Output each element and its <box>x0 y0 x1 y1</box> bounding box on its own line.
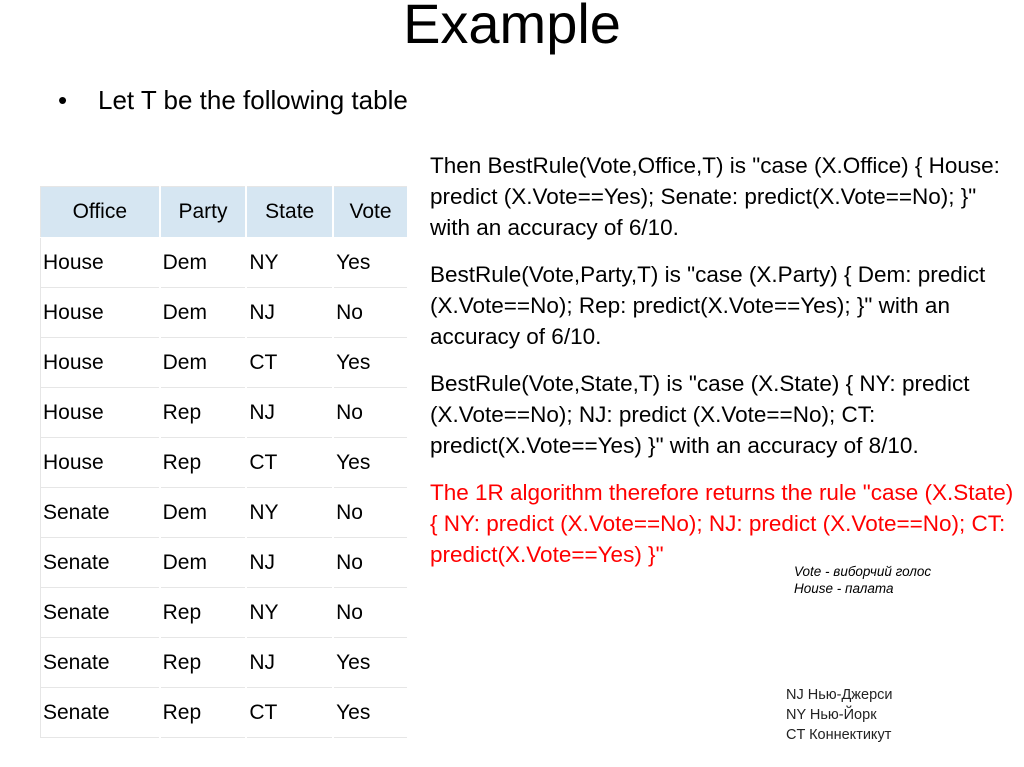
table-cell: House <box>41 388 160 438</box>
table-row <box>41 288 409 338</box>
office-rule-paragraph: Then BestRule(Vote,Office,T) is "case (X.Office) { House: predict (X.Vote==Yes); Senate: predict(X.Vote==No); }" with an accuracy of 6/10. <box>430 153 1000 240</box>
table-cell: House <box>41 288 160 338</box>
table-cell: CT <box>246 688 333 738</box>
translation-note <box>794 563 931 597</box>
table-cell: House <box>41 438 160 488</box>
column-header: Party <box>160 187 247 238</box>
table-cell: NY <box>246 488 333 538</box>
state-rule-paragraph: BestRule(Vote,State,T) is "case (X.State) { NY: predict (X.Vote==No); NJ: predict (X.Vote==No); CT: predict(X.Vote==Yes) }" with an accuracy of 8/10. <box>430 371 970 458</box>
table-cell: No <box>333 388 408 438</box>
bullet-item <box>58 84 408 116</box>
column-header: Vote <box>333 187 408 238</box>
table-cell: Senate <box>41 588 160 638</box>
table-cell: Yes <box>333 238 408 288</box>
table-row <box>41 588 409 638</box>
conclusion-paragraph: The 1R algorithm therefore returns the rule "case (X.State) { NY: predict (X.Vote==No); NJ: predict (X.Vote==No); CT: predict(X.Vote==Yes) }" <box>430 480 1014 567</box>
table-cell: Senate <box>41 488 160 538</box>
rules-text-block <box>430 150 1020 586</box>
table-cell: Yes <box>333 638 408 688</box>
table-cell: NJ <box>246 288 333 338</box>
table-row <box>41 688 409 738</box>
column-header: Office <box>41 187 160 238</box>
bullet-text: Let T be the following table <box>98 85 408 115</box>
table-cell: Rep <box>160 438 247 488</box>
table-row <box>41 488 409 538</box>
party-rule-paragraph: BestRule(Vote,Party,T) is "case (X.Party) { Dem: predict (X.Vote==No); Rep: predict(X.Vote==Yes); }" with an accuracy of 6/10. <box>430 262 986 349</box>
bullet-symbol: • <box>58 85 68 115</box>
table-cell: Senate <box>41 688 160 738</box>
state-legend <box>786 685 892 745</box>
legend-line: NJ Нью-Джерси <box>786 687 893 703</box>
table-cell: Yes <box>333 338 408 388</box>
slide-title: Example <box>403 0 621 55</box>
table-cell: Dem <box>160 238 247 288</box>
table-row <box>41 438 409 488</box>
table-cell: NJ <box>246 638 333 688</box>
table-cell: No <box>333 588 408 638</box>
table-cell: House <box>41 238 160 288</box>
table-cell: No <box>333 538 408 588</box>
table-cell: Dem <box>160 538 247 588</box>
table-row <box>41 538 409 588</box>
table-cell: Rep <box>160 638 247 688</box>
table-cell: Rep <box>160 688 247 738</box>
table-row <box>41 388 409 438</box>
table-cell: CT <box>246 338 333 388</box>
table-cell: NY <box>246 238 333 288</box>
table-cell: House <box>41 338 160 388</box>
column-header: State <box>246 187 333 238</box>
data-table <box>40 186 409 738</box>
note-line: House - палата <box>794 581 894 596</box>
table-cell: Senate <box>41 538 160 588</box>
table-cell: Rep <box>160 588 247 638</box>
table-cell: Rep <box>160 388 247 438</box>
legend-line: NY Нью-Йорк <box>786 707 877 723</box>
table-cell: Dem <box>160 338 247 388</box>
table-cell: Yes <box>333 438 408 488</box>
table-cell: CT <box>246 438 333 488</box>
table-cell: Yes <box>333 688 408 738</box>
table-header-row <box>41 187 409 238</box>
table-row <box>41 638 409 688</box>
table-cell: Dem <box>160 288 247 338</box>
table-cell: Senate <box>41 638 160 688</box>
table-cell: NJ <box>246 538 333 588</box>
legend-line: CT Коннектикут <box>786 727 892 743</box>
table-cell: Dem <box>160 488 247 538</box>
table-cell: No <box>333 488 408 538</box>
table-cell: NY <box>246 588 333 638</box>
note-line: Vote - виборчий голос <box>794 564 932 579</box>
table-cell: NJ <box>246 388 333 438</box>
table-row <box>41 238 409 288</box>
table-cell: No <box>333 288 408 338</box>
table-row <box>41 338 409 388</box>
